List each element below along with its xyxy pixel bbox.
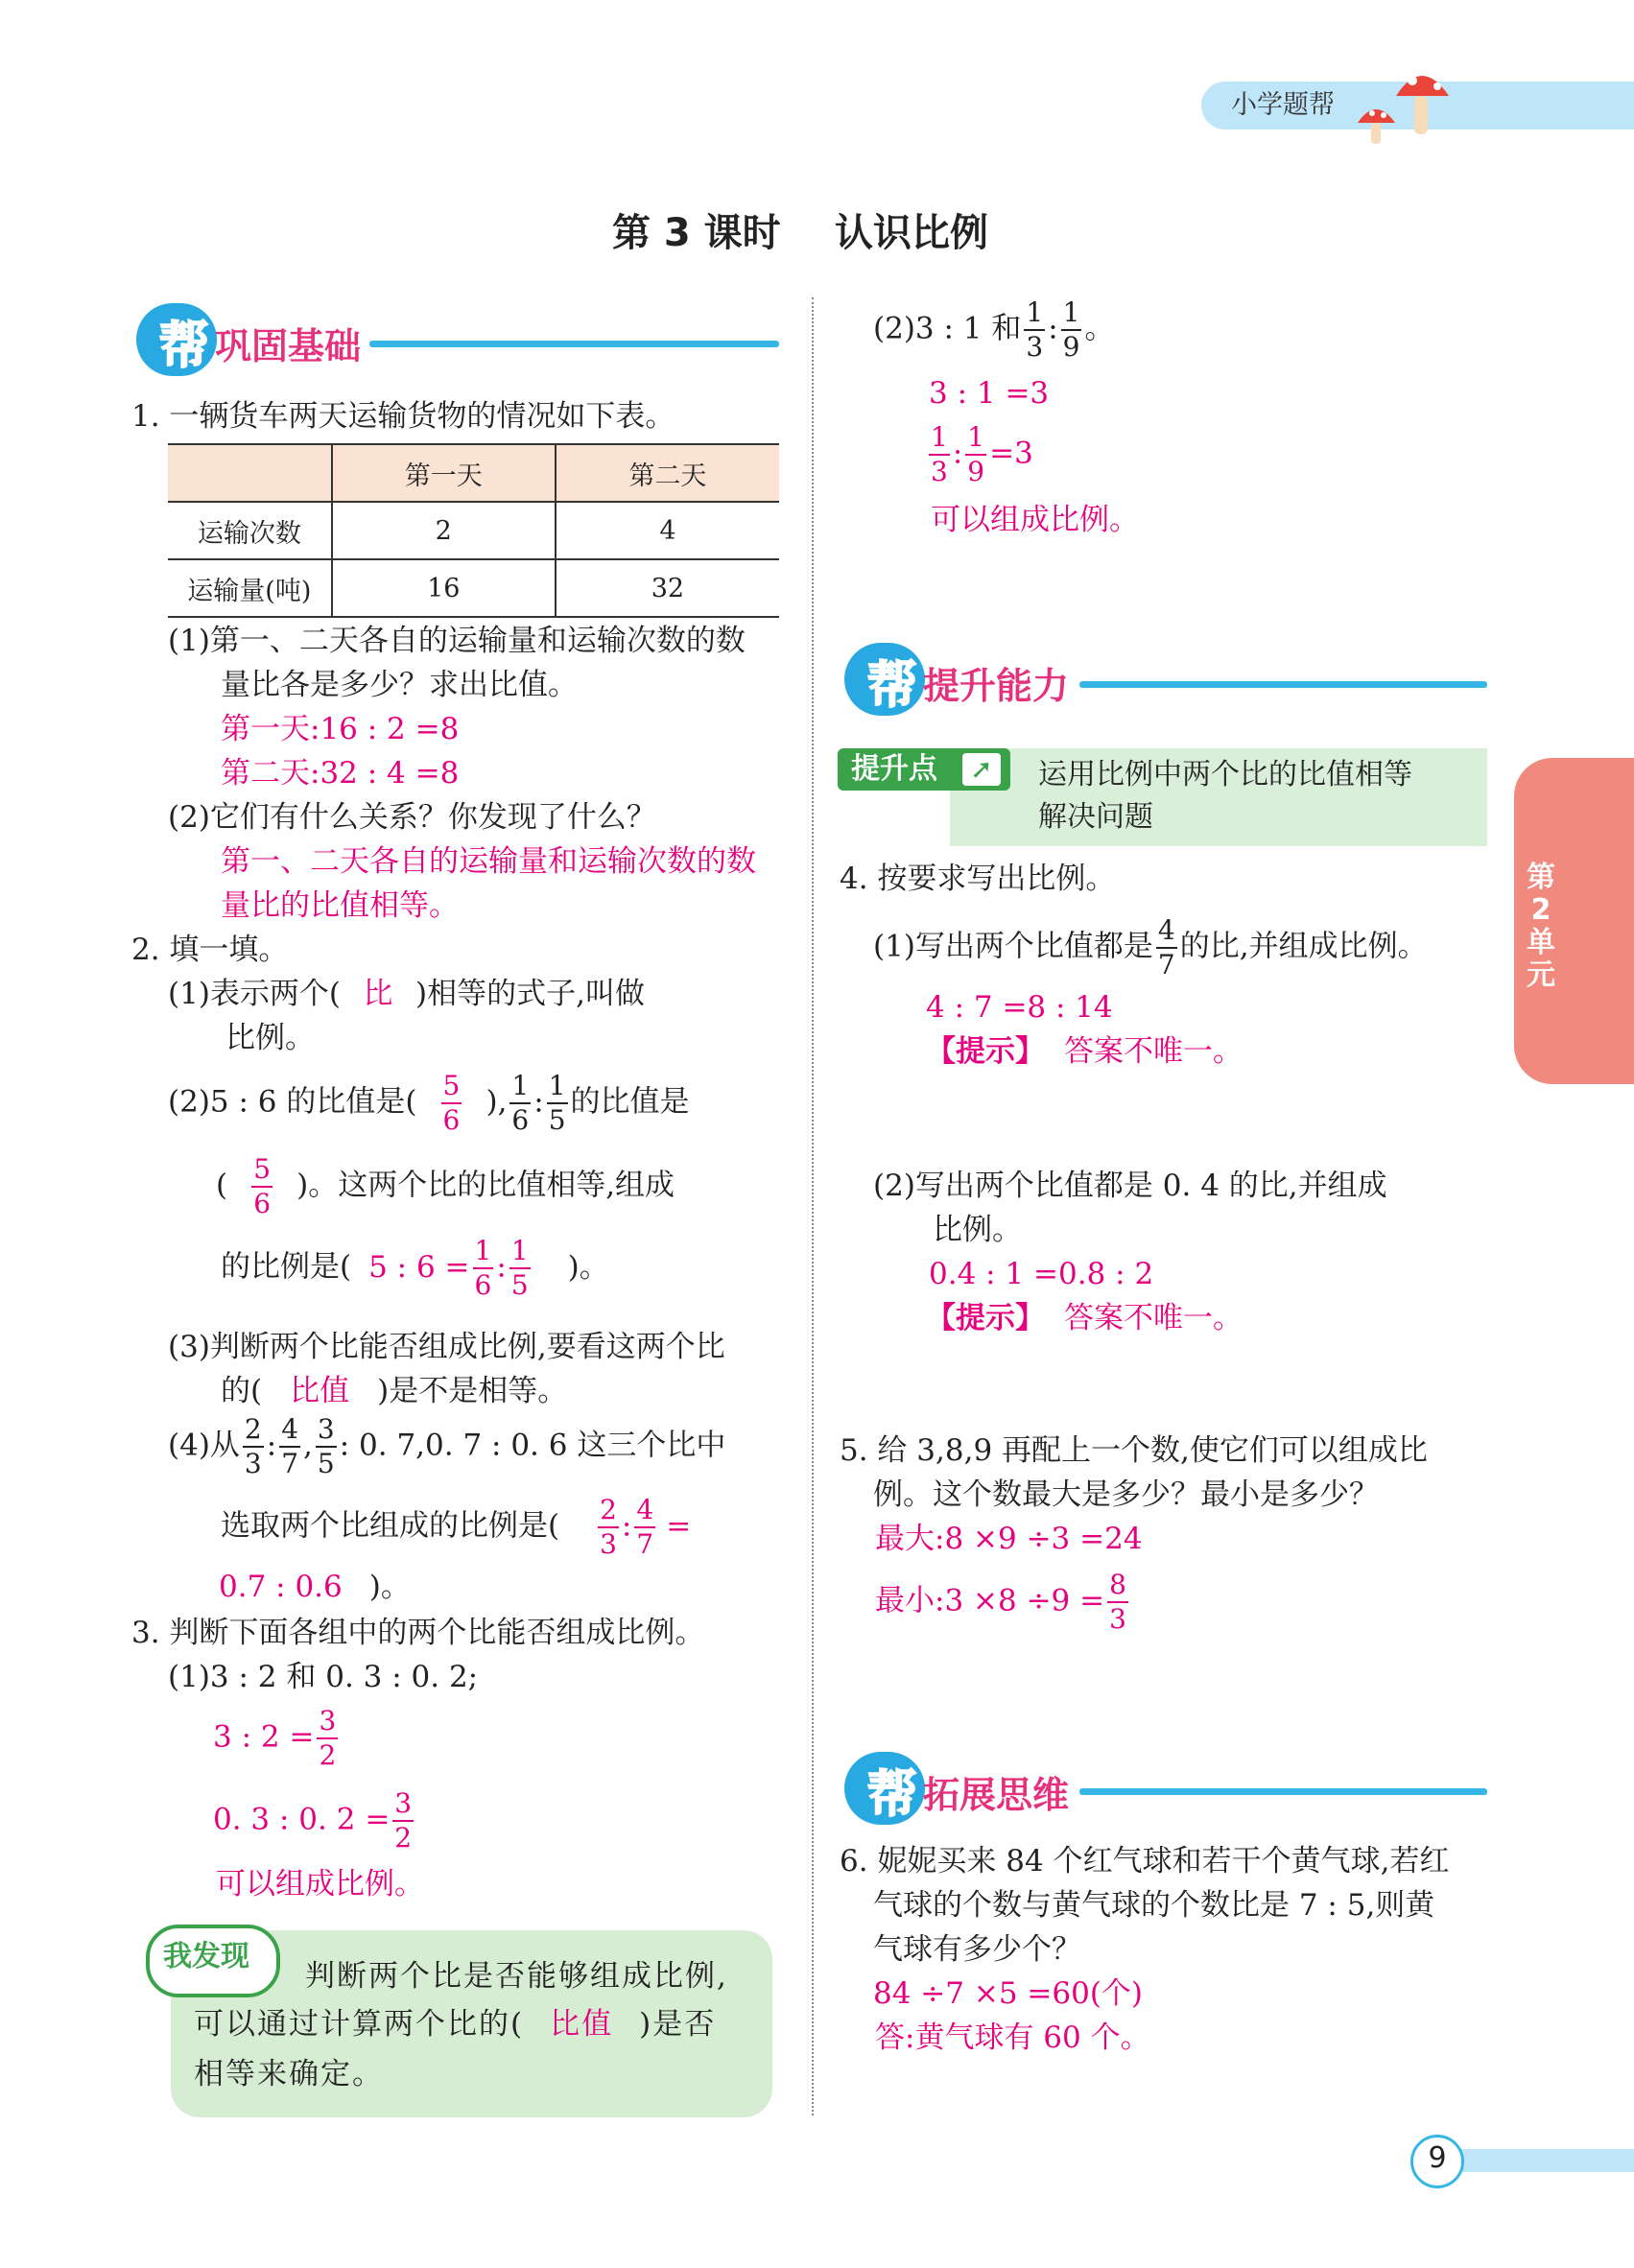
fraction: $\frac{5}{6}$ — [253, 1153, 272, 1219]
q2-part4-line2 — [221, 1494, 692, 1560]
fraction: $\frac{1}{6}$ — [474, 1235, 492, 1301]
q3-part2: (2)3 : 1 和 $\frac{1}{3}$ : $\frac{1}{9}$ 。 — [873, 296, 1115, 363]
q1-table — [168, 443, 779, 618]
q6-answer-calc: 84 ÷7 ×5 =60(个) — [873, 1976, 1144, 2011]
hint-label: 【提示】 — [926, 1034, 1045, 1069]
discovery-line3: 相等来确定。 — [194, 2057, 384, 2091]
q4-part1-hint — [926, 1032, 1243, 1071]
q2-part2-text2: )。这两个比的比值相等,组成 — [296, 1168, 675, 1203]
q3-part1-answer1: 3 : 2 = $\frac{3}{2}$ — [213, 1705, 337, 1771]
section-title-basic: 巩固基础 — [215, 325, 362, 367]
fraction: $\frac{4}{7}$ — [281, 1413, 299, 1479]
q4-stem: 4. 按要求写出比例。 — [840, 862, 1116, 896]
discovery-answer: 比值 — [550, 2007, 614, 2042]
q2-part2-text: (2)5 : 6 的比值是( — [168, 1084, 417, 1120]
table-row — [168, 502, 779, 559]
q3-part1: (1)3 : 2 和 0. 3 : 0. 2; — [168, 1660, 479, 1694]
q2-part4-answer: 0.7 : 0.6 — [219, 1570, 343, 1604]
q1-answer-day2: 第二天:32 : 4 =8 — [221, 756, 460, 791]
section-title-expand: 拓展思维 — [923, 1774, 1070, 1816]
fraction: $\frac{2}{3}$ — [600, 1494, 617, 1560]
tip-label: 提升点 — [851, 752, 937, 786]
table-row — [168, 559, 779, 617]
section-bang-3: 帮 — [867, 1766, 918, 1824]
q2-part1-answer: 比 — [363, 977, 393, 1011]
page-number: 9 — [1428, 2141, 1447, 2175]
q1-part1-line1: (1)第一、二天各自的运输量和运输次数的数 — [168, 624, 746, 658]
q2-part2-sep: ), — [485, 1084, 508, 1120]
q2-part4-text: (4)从 — [168, 1428, 240, 1463]
q2-part4-line3 — [219, 1568, 411, 1606]
q3-part2-answer2: $\frac{1}{3}$ : $\frac{1}{9}$ =3 — [931, 421, 1033, 487]
table-cell: 32 — [556, 559, 779, 617]
fraction: $\frac{2}{3}$ — [244, 1413, 262, 1479]
q2-part4-text2: : 0. 7,0. 7 : 0. 6 这三个比中 — [339, 1428, 726, 1463]
table-header-row — [168, 444, 779, 502]
q2-part3-text: 的( — [221, 1374, 263, 1408]
q2-part4-text3: 选取两个比组成的比例是( — [221, 1508, 560, 1544]
fraction: $\frac{4}{7}$ — [1157, 914, 1175, 980]
page-title-lesson: 第 3 课时 — [612, 211, 781, 255]
q2-part1-text-end: )相等的式子,叫做 — [415, 977, 645, 1011]
q6-stem-line1: 6. 妮妮买来 84 个红气球和若干个黄气球,若红 — [840, 1844, 1450, 1878]
q1-part1-line2: 量比各是多少？求出比值。 — [221, 668, 578, 702]
q1-part2-answer-line1: 第一、二天各自的运输量和运输次数的数 — [221, 844, 756, 879]
fraction: $\frac{1}{5}$ — [548, 1070, 566, 1136]
colon: : — [496, 1249, 507, 1285]
q3-stem: 3. 判断下面各组中的两个比能否组成比例。 — [131, 1616, 705, 1650]
q2-part1-line2: 比例。 — [225, 1021, 315, 1055]
q2-part2-text-end: 的比值是 — [570, 1084, 690, 1120]
colon: : — [1048, 311, 1058, 346]
paren-close: )。 — [368, 1570, 411, 1604]
hint-text: 答案不唯一。 — [1064, 1034, 1243, 1069]
tip-text-line1: 运用比例中两个比的比值相等 — [1038, 758, 1412, 791]
table-cell: 2 — [332, 502, 556, 559]
hint-label: 【提示】 — [926, 1301, 1045, 1335]
mushroom-icon — [1353, 56, 1458, 147]
q1-stem: 1. 一辆货车两天运输货物的情况如下表。 — [131, 399, 675, 434]
q3-part2-answer3: 可以组成比例。 — [931, 503, 1139, 537]
q2-part4-line1 — [168, 1413, 726, 1479]
q3-part1-answer2: 0. 3 : 0. 2 = $\frac{3}{2}$ — [213, 1787, 413, 1854]
q4-part2-answer: 0.4 : 1 =0.8 : 2 — [929, 1257, 1154, 1291]
q4-part2-line2: 比例。 — [933, 1213, 1022, 1247]
q6-answer-final: 答:黄气球有 60 个。 — [875, 2020, 1150, 2055]
q1-answer-day1: 第一天:16 : 2 =8 — [221, 712, 460, 746]
colon: : — [533, 1084, 544, 1120]
fraction: $\frac{1}{3}$ — [931, 421, 948, 487]
paren-open: ( — [216, 1168, 228, 1203]
fraction: $\frac{5}{6}$ — [442, 1070, 461, 1136]
table-cell: 运输次数 — [168, 502, 332, 559]
page-number-strip — [1449, 2149, 1634, 2172]
q2-part1-text: (1)表示两个( — [168, 977, 342, 1011]
section-bang-1: 帮 — [159, 318, 210, 375]
comma: , — [303, 1428, 313, 1463]
header-brand: 小学题帮 — [1231, 90, 1335, 120]
section-bang-2: 帮 — [867, 657, 918, 715]
fraction: $\frac{1}{9}$ — [1062, 296, 1080, 363]
discovery-line2: 可以通过计算两个比的( 比值 )是否 — [194, 2007, 717, 2042]
q1-part2-answer-line2: 量比的比值相等。 — [221, 888, 459, 923]
q2-part3-line1: (3)判断两个比能否组成比例,要看这两个比 — [168, 1330, 725, 1364]
q5-answer-max: 最大:8 ×9 ÷3 =24 — [875, 1522, 1143, 1556]
q2-part1-line1 — [168, 975, 645, 1013]
q4-part1-answer: 4 : 7 =8 : 14 — [926, 990, 1113, 1025]
q4-part2-hint — [926, 1299, 1243, 1337]
q2-part2-text3: 的比例是( — [221, 1249, 352, 1285]
q2-part3-line2 — [221, 1372, 567, 1410]
q5-stem-line2: 例。这个数最大是多少？最小是多少？ — [873, 1477, 1379, 1512]
section-rule — [1079, 1788, 1487, 1795]
equals: = — [666, 1508, 692, 1544]
page-title-topic: 认识比例 — [835, 211, 988, 255]
colon: : — [952, 436, 963, 471]
arrow-icon: ➚ — [962, 753, 1001, 786]
colon: : — [266, 1428, 277, 1463]
fraction: $\frac{8}{3}$ — [1109, 1569, 1126, 1635]
colon: : — [621, 1508, 632, 1544]
q2-part2-line3 — [221, 1235, 609, 1301]
q5-answer-min: 最小:3 ×8 ÷9 = $\frac{8}{3}$ — [875, 1569, 1126, 1635]
table-cell: 运输量(吨) — [168, 559, 332, 617]
fraction: $\frac{1}{3}$ — [1026, 296, 1044, 363]
q6-stem-line2: 气球的个数与黄气球的个数比是 7 : 5,则黄 — [873, 1888, 1435, 1923]
fraction: $\frac{1}{6}$ — [511, 1070, 530, 1136]
paren-close: )。 — [567, 1249, 609, 1285]
section-title-improve: 提升能力 — [923, 665, 1070, 707]
fraction: $\frac{1}{9}$ — [967, 421, 985, 487]
hint-text: 答案不唯一。 — [1064, 1301, 1243, 1335]
q2-part2-answer: 5 : 6 = — [368, 1249, 470, 1285]
fraction: $\frac{4}{7}$ — [636, 1494, 654, 1560]
table-cell: 4 — [556, 502, 779, 559]
q2-stem: 2. 填一填。 — [131, 933, 289, 967]
fraction: $\frac{3}{2}$ — [394, 1787, 413, 1854]
q3-part2-answer1: 3 : 1 =3 — [929, 376, 1050, 411]
table-cell — [168, 444, 332, 502]
q3-part1-answer3: 可以组成比例。 — [216, 1867, 424, 1902]
section-rule — [1079, 681, 1487, 688]
tip-text-line2: 解决问题 — [1038, 800, 1153, 834]
q4-part2-line1: (2)写出两个比值都是 0. 4 的比,并组成 — [873, 1169, 1387, 1203]
q6-stem-line3: 气球有多少个？ — [873, 1932, 1081, 1967]
q5-stem-line1: 5. 给 3,8,9 再配上一个数,使它们可以组成比 — [840, 1433, 1428, 1468]
q1-part2: (2)它们有什么关系？你发现了什么？ — [168, 800, 656, 835]
table-cell: 16 — [332, 559, 556, 617]
column-divider — [812, 297, 814, 2115]
fraction: $\frac{3}{5}$ — [317, 1413, 335, 1479]
discovery-line1: 判断两个比是否能够组成比例, — [305, 1959, 728, 1994]
unit-side-tab-label: 第 2 单 元 — [1527, 861, 1555, 992]
q2-part2-line2 — [216, 1153, 675, 1219]
table-cell: 第一天 — [332, 444, 556, 502]
q2-part2-line1 — [168, 1070, 690, 1136]
discovery-label: 我发现 — [163, 1940, 249, 1973]
fraction: $\frac{3}{2}$ — [319, 1705, 337, 1771]
q4-part1: (1)写出两个比值都是 $\frac{4}{7}$ 的比,并组成比例。 — [873, 914, 1428, 980]
fraction: $\frac{1}{5}$ — [510, 1235, 529, 1301]
section-rule — [369, 341, 779, 347]
q2-part3-answer: 比值 — [290, 1374, 350, 1408]
table-cell: 第二天 — [556, 444, 779, 502]
q2-part3-text-end: )是不是相等。 — [377, 1374, 568, 1408]
